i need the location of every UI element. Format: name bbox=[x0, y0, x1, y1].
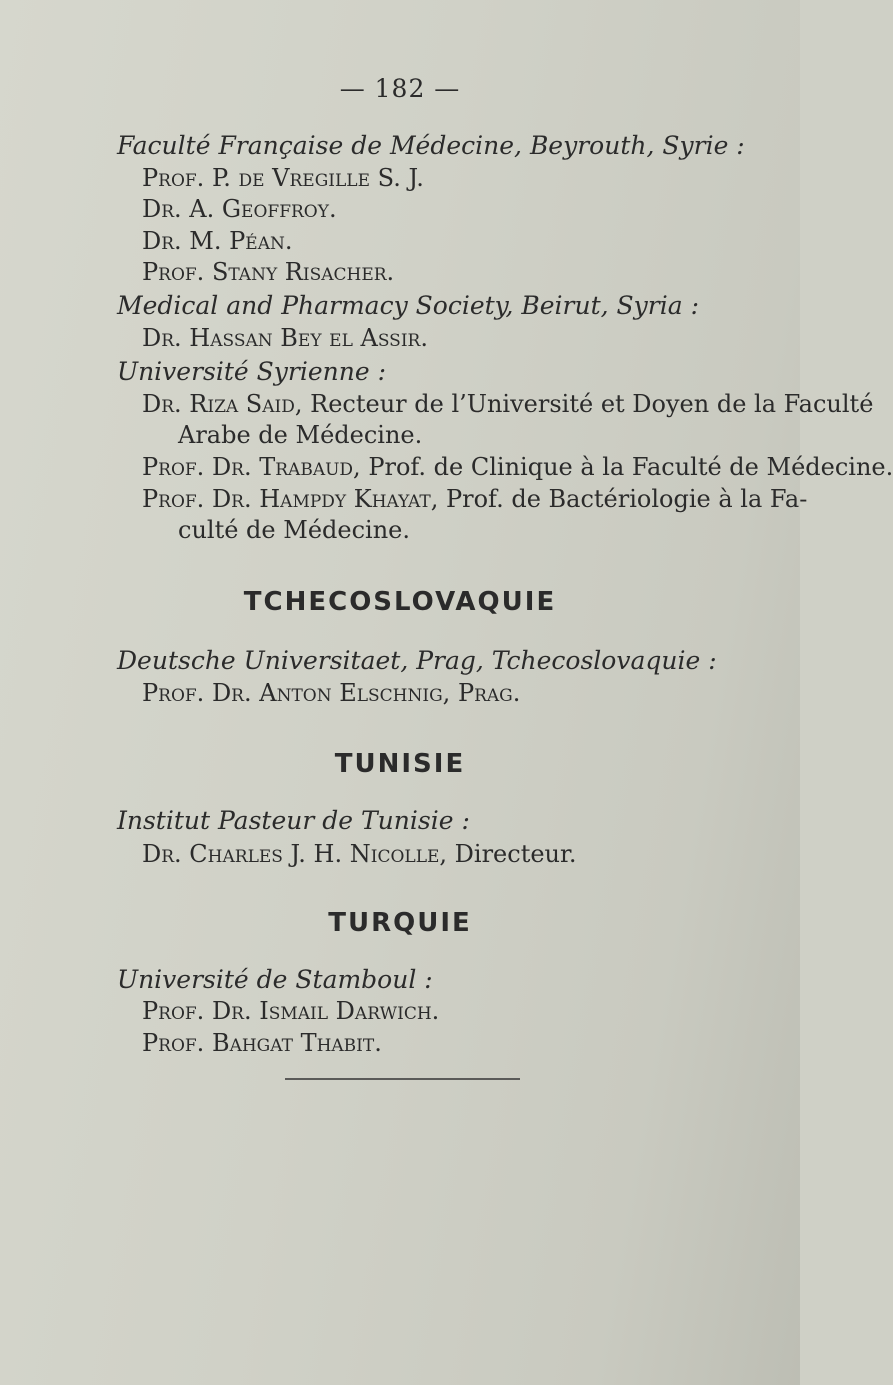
member-name: Prof. Dr. Hampdy Khayat, bbox=[142, 485, 439, 513]
member-title: Prof. de Bactériologie à la Fa- bbox=[438, 485, 808, 513]
member-name: Dr. Riza Said, bbox=[142, 390, 303, 418]
section-heading-deutsche-universitaet: Deutsche Universitaet, Prag, Tchecoslovaquie : bbox=[117, 646, 717, 675]
member-entry: Dr. Hassan Bey el Assir. bbox=[142, 324, 428, 352]
member-entry: Prof. Dr. Ismail Darwich. bbox=[142, 997, 440, 1025]
member-entry: Prof. Bahgat Thabit. bbox=[142, 1029, 382, 1057]
member-entry: Prof. P. de Vregille S. J. bbox=[142, 164, 424, 192]
section-heading-institut-pasteur: Institut Pasteur de Tunisie : bbox=[117, 806, 470, 835]
member-name: Prof. Dr. Trabaud, bbox=[142, 453, 361, 481]
member-title: Directeur. bbox=[447, 840, 577, 868]
member-entry: Prof. Dr. Anton Elschnig, Prag. bbox=[142, 679, 521, 707]
member-entry: Dr. M. Péan. bbox=[142, 227, 293, 255]
member-title: Recteur de l’Université et Doyen de la Faculté bbox=[302, 390, 874, 418]
section-heading-faculte-francaise: Faculté Française de Médecine, Beyrouth, Syrie : bbox=[117, 131, 745, 160]
member-entry bbox=[142, 484, 807, 514]
member-entry bbox=[142, 389, 873, 419]
member-entry-continuation: culté de Médecine. bbox=[178, 516, 410, 544]
member-title: Prof. de Clinique à la Faculté de Médecine. bbox=[360, 453, 893, 481]
page-number: — 182 — bbox=[339, 74, 461, 103]
section-heading-medical-society: Medical and Pharmacy Society, Beirut, Syria : bbox=[117, 291, 699, 320]
member-entry bbox=[142, 452, 893, 482]
member-entry: Prof. Stany Risacher. bbox=[142, 258, 395, 286]
country-title-turquie: TURQUIE bbox=[328, 908, 472, 938]
country-title-tunisie: TUNISIE bbox=[334, 749, 466, 779]
member-entry: Dr. A. Geoffroy. bbox=[142, 195, 337, 223]
section-heading-universite-syrienne: Université Syrienne : bbox=[117, 357, 387, 386]
country-title-tchecoslovaquie: TCHECOSLOVAQUIE bbox=[243, 587, 557, 617]
member-entry bbox=[142, 839, 576, 869]
end-rule bbox=[285, 1078, 520, 1080]
member-name: Dr. Charles J. H. Nicolle, bbox=[142, 840, 448, 868]
member-entry-continuation: Arabe de Médecine. bbox=[178, 421, 423, 449]
section-heading-universite-stamboul: Université de Stamboul : bbox=[117, 965, 433, 994]
